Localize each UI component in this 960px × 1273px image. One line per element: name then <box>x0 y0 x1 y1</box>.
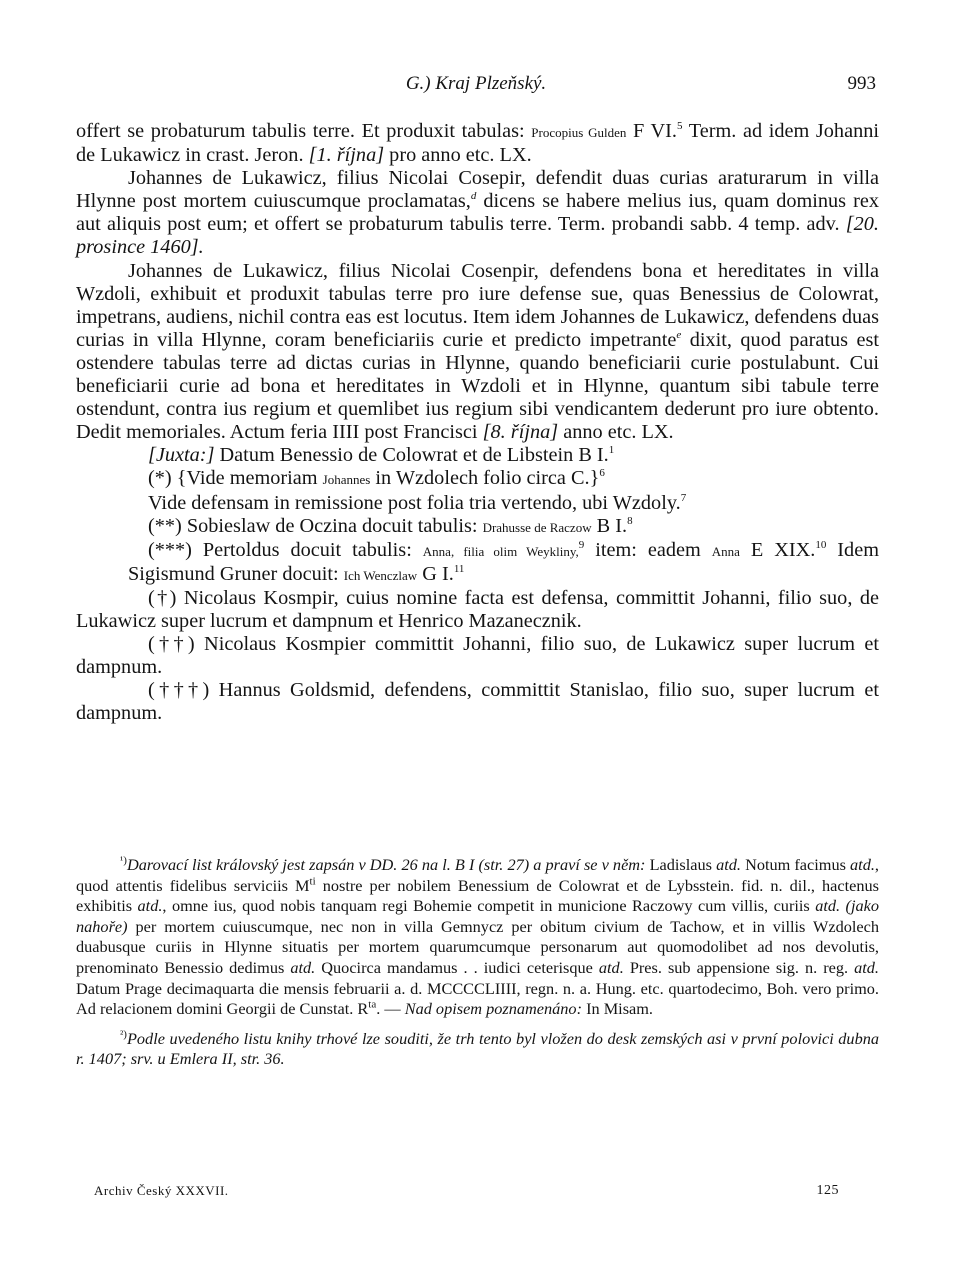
signature-number: 125 <box>816 1183 839 1198</box>
page-number: 993 <box>847 73 876 94</box>
entry-sobieslaw: (**) Sobieslaw de Oczina docuit tabulis: Drahusse de Raczow B I.$^8$ <box>148 514 633 537</box>
paragraph-2: Johannes de Lukawicz, filius Nicolai Cosepir, defendit duas curias araturarum in villa Hlynne post mortem cuiuscumque proclamatas,$^d$ dicens se habere melius ius, quam dominus rex aut aliquis post eum; et offert se probaturum tabulis terre. Term. probandi sabb. 4 temp. adv. [20. prosince 1460]. <box>76 167 879 259</box>
main-text <box>76 120 879 725</box>
entry-pertoldus: (***) Pertoldus docuit tabulis: Anna, filia olim Weykliny,$^9$ item: eadem Anna E XIX.$^{10}$ Idem Sigismund Gruner docuit: Ich Wenczlaw G I.$^{11}$ <box>128 538 879 585</box>
entry-vide-defensam: Vide defensam in remissione post folia tria vertendo, ubi Wzdoly.$^7$ <box>148 491 687 514</box>
running-header <box>76 73 876 101</box>
footnote-2: $^{^2)}$Podle uvedeného listu knihy trhové lze souditi, že trh tento byl vložen do desk zemských asi v první polovici dubna r. 1407; srv. u Emlera II, str. 36. <box>76 1028 879 1069</box>
entry-nicolaus-kosmpir: (†) Nicolaus Kosmpir, cuius nomine facta est defensa, committit Johanni, filio suo, de Lukawicz super lucrum et dampnum et Henrico Mazanecznik. <box>76 586 879 632</box>
entry-vide-memoriam: (*) {Vide memoriam Johannes in Wzdolech folio circa C.}$^6$ <box>148 467 605 490</box>
page-footer <box>94 1183 839 1205</box>
entry-hannus-goldsmid: (†††) Hannus Goldsmid, defendens, committit Stanislao, filio suo, super lucrum et dampnum. <box>76 679 879 725</box>
entry-nicolaus-kosmpier: (††) Nicolaus Kosmpier committit Johanni, filio suo, de Lukawicz super lucrum et dampnum. <box>76 633 879 679</box>
paragraph-3: Johannes de Lukawicz, filius Nicolai Cosenpir, defendens bona et hereditates in villa Wzdoli, exhibuit et produxit tabulas terre pro iure defense sue, quas Benessius de Colowrat, impetrans, audiens, nichil contra eas est locutus. Item idem Johannes de Lukawicz, defendens duas curias in villa Hlynne, coram beneficiariis curie et predicto impetrante$^e$ dixit, quod paratus est ostendere tabulas terre ad dictas curias in Hlynne, quando beneficiarii curie postulabunt. Cui beneficiarii curie ad bona et hereditates in Wzdoli et in Hlynne, quantum sibi tabule terre ostendunt, contra ius regium et quemlibet ius regium sibi vendicantem dederunt pro iure obtento. Dedit memoriales. Actum feria IIII post Francisci [8. října] anno etc. LX. <box>76 259 879 444</box>
volume-signature: Archiv Český XXXVII. <box>94 1183 229 1198</box>
footnote-1: $^{^1)}$Darovací list královský jest zapsán v DD. 26 na l. B I (str. 27) a praví se v něm: Ladislaus atd. Notum facimus atd., quod attentis fidelibus serviciis $M^{ti}$ nostre per nobilem Benessium de Colowrat et de Lybsstein. fid. n. dil., hactenus exhibitis atd., omne ius, quod nobis tanquam regi Bohemie competit in municione Raczowy cum villis, curiis atd. (jako nahoře) per mortem cuiuscumque, nec non in villa Gemnycz per obitum civium de Tachow, et in villis Wzdolech duabusque curiis in Hlynne situatis per mortem quarumcumque personarum aut quomodolibet ad nos devolutis, prenominato Benessio dedimus atd. Quocirca mandamus . . iudici ceterisque atd. Pres. sub appensione sig. n. reg. atd. Datum Prage decimaquarta die mensis februarii a. d. MCCCCLIIII, regn. n. a. Hung. etc. quartodecimo, Boh. vero primo. Ad relacionem domini Georgii de Cunstat. $R^{ta}$. — Nad opisem poznamenáno: In Misam. <box>76 854 880 1019</box>
paragraph-1: offert se probaturum tabulis terre. Et produxit tabulas: Procopius Gulden F VI.$^5$ Term. ad idem Johanni de Lukawicz in crast. Jeron. [1. října] pro anno etc. LX. <box>76 120 879 167</box>
running-title: G.) Kraj Plzeňský. <box>405 73 547 94</box>
entry-juxta: [Juxta:] Datum Benessio de Colowrat et de Libstein B I.$^1$ <box>148 444 615 467</box>
footnotes <box>76 855 879 1070</box>
